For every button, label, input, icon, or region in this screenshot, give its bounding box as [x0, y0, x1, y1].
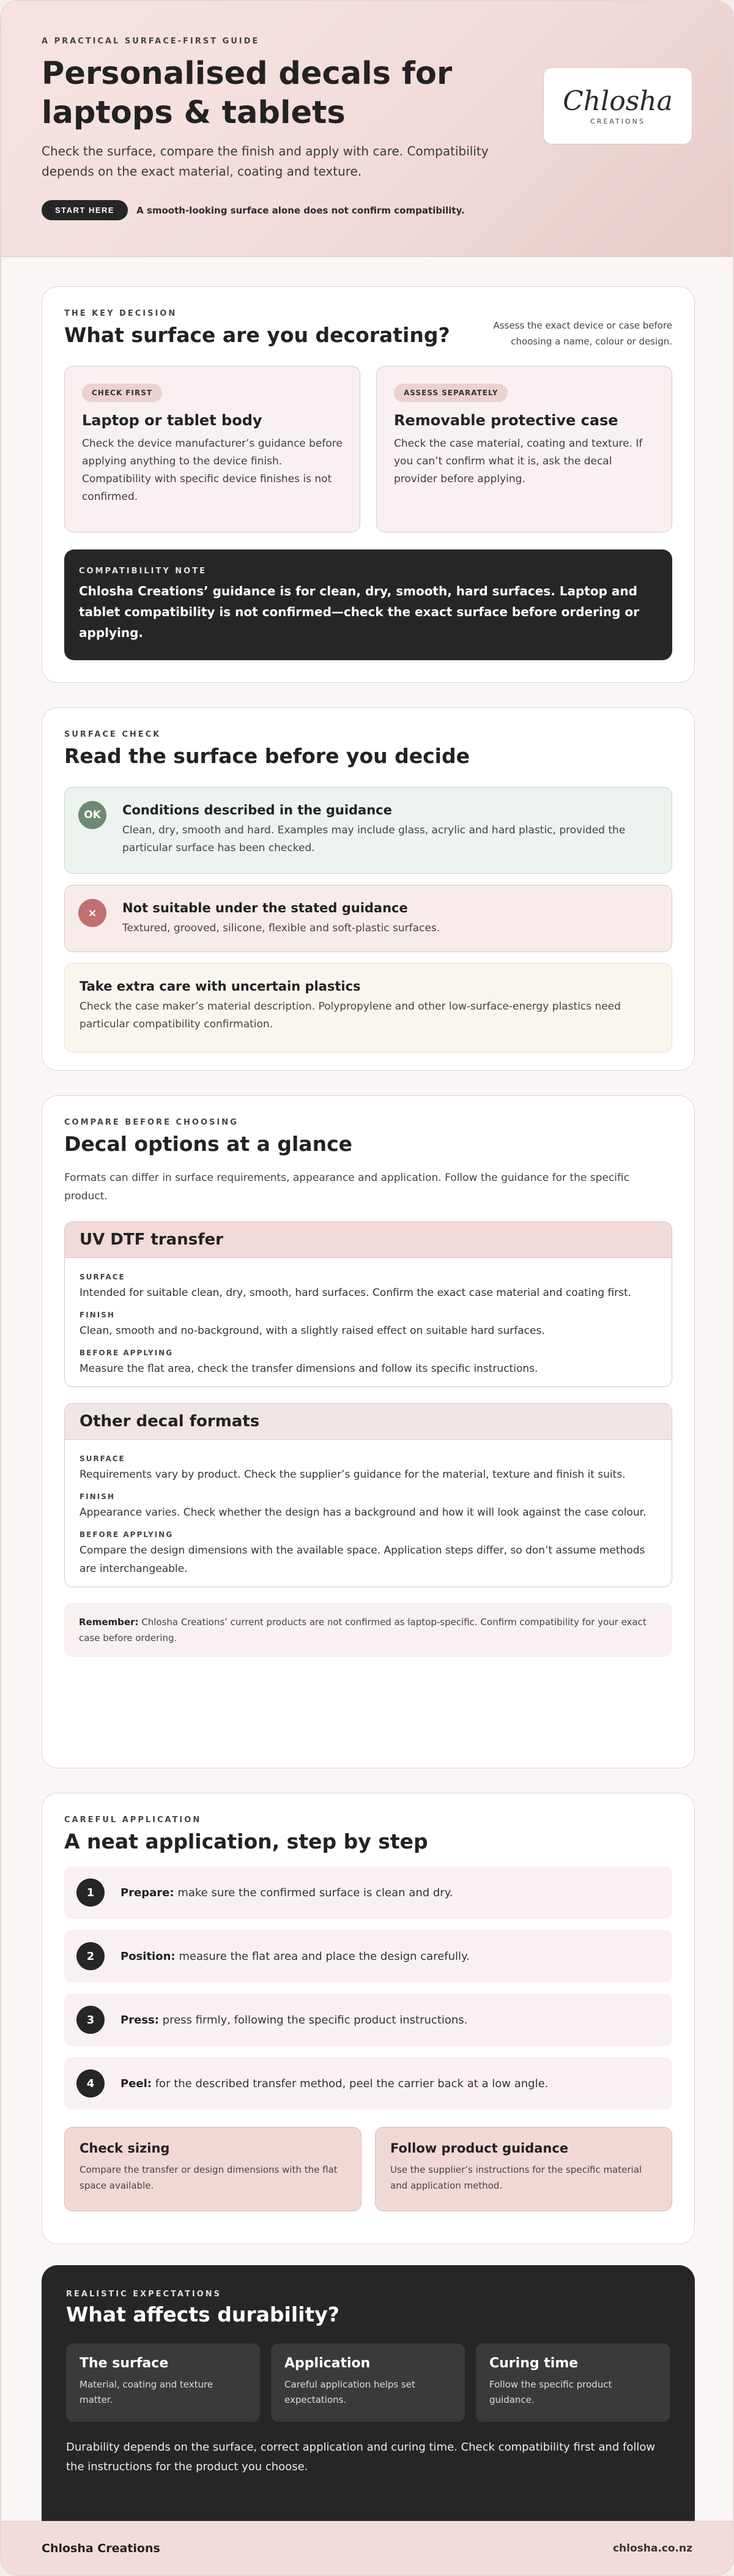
spec-text: Clean, smooth and no-background, with a slightly raised effect on suitable hard surfaces.	[80, 1325, 545, 1337]
spec-text: Requirements vary by product. Check the supplier’s guidance for the material, texture and finish it suits.	[80, 1469, 626, 1481]
hero-lede: Check the surface, compare the finish and apply with care. Compatibility depends on the exact material, coating and texture.	[42, 144, 489, 179]
spec-label: FINISH	[80, 1492, 115, 1501]
choice-text: Check the case material, coating and texture. If you can’t confirm what it is, ask the decal provider before applying.	[394, 437, 643, 485]
option-uv-dtf	[64, 1221, 672, 1387]
remember-note	[64, 1603, 672, 1657]
durability-card	[476, 2343, 670, 2422]
spec-label: BEFORE APPLYING	[80, 1530, 174, 1539]
section-kicker: SURFACE CHECK	[64, 730, 161, 739]
step-number: 3	[76, 2006, 105, 2034]
section-intro: Formats can differ in surface requirements, appearance and application. Follow the guidance for the specific product.	[64, 1172, 629, 1202]
option-title: UV DTF transfer	[65, 1222, 672, 1258]
surface-decision-section	[42, 286, 695, 683]
remember-label: Remember:	[79, 1617, 139, 1628]
note-kicker: COMPATIBILITY NOTE	[79, 567, 207, 576]
condition-title: Take extra care with uncertain plastics	[80, 979, 361, 994]
condition-title: Conditions described in the guidance	[122, 803, 392, 817]
condition-unsuitable	[64, 885, 672, 952]
condition-text: Check the case maker’s material description. Polypropylene and other low-surface-energy plastics need particular compatibility confirmation.	[80, 1000, 621, 1030]
section-kicker: REALISTIC EXPECTATIONS	[66, 2290, 221, 2299]
section-title: What affects durability?	[66, 2302, 339, 2326]
step-label: Peel:	[120, 2077, 152, 2090]
spec-text: Measure the flat area, check the transfer dimensions and follow its specific instructions.	[80, 1363, 538, 1375]
step-label: Press:	[120, 2013, 159, 2027]
section-title: Read the surface before you decide	[64, 744, 470, 768]
condition-title: Not suitable under the stated guidance	[122, 901, 408, 915]
remember-text: Chlosha Creations’ current products are not confirmed as laptop-specific. Confirm compatibility for your exact case before ordering.	[79, 1617, 647, 1644]
status-badge: CHECK FIRST	[82, 384, 162, 402]
decal-options-section	[42, 1095, 695, 1768]
spec-label: SURFACE	[80, 1273, 125, 1281]
step-text: make sure the confirmed surface is clean and dry.	[177, 1886, 453, 1899]
tips-row	[64, 2127, 672, 2211]
application-steps-section	[42, 1793, 695, 2244]
section-title: Decal options at a glance	[64, 1132, 353, 1156]
note-text: Chlosha Creations’ guidance is for clean, dry, smooth, hard surfaces. Laptop and tablet compatibility is not confirmed—check the exact surface before ordering or applying.	[79, 584, 639, 640]
spec-label: FINISH	[80, 1311, 115, 1319]
choice-row	[64, 366, 672, 532]
step-text: for the described transfer method, peel the carrier back at a low angle.	[155, 2077, 549, 2090]
durability-card	[271, 2343, 465, 2422]
step-text: measure the flat area and place the design carefully.	[179, 1949, 470, 1963]
step-item	[64, 1993, 672, 2046]
step-number: 4	[76, 2069, 105, 2098]
page-title: Personalised decals for laptops & tablets	[42, 56, 453, 131]
status-badge: ASSESS SEPARATELY	[394, 384, 508, 402]
ok-icon: OK	[78, 801, 106, 829]
hero-cta-row	[42, 200, 692, 220]
condition-suitable	[64, 787, 672, 874]
choice-title: Laptop or tablet body	[82, 412, 262, 429]
section-kicker: CAREFUL APPLICATION	[64, 1815, 202, 1825]
hero-eyebrow: A PRACTICAL SURFACE-FIRST GUIDE	[42, 37, 260, 46]
condition-uncertain	[64, 963, 672, 1052]
spec-text: Compare the design dimensions with the available space. Application steps differ, so don’t assume methods are interchangeable.	[80, 1544, 645, 1575]
logo-sub: CREATIONS	[590, 117, 645, 125]
footer-brand: Chlosha Creations	[42, 2541, 160, 2555]
section-title: What surface are you decorating?	[64, 323, 450, 347]
step-item	[64, 1930, 672, 1982]
hero	[1, 1, 733, 257]
step-item	[64, 2057, 672, 2110]
start-here-button[interactable]: START HERE	[42, 200, 128, 220]
durability-title: Curing time	[489, 2356, 579, 2371]
durability-title: Application	[284, 2356, 371, 2371]
step-item	[64, 1866, 672, 1919]
tip-text: Compare the transfer or design dimensions with the flat space available.	[80, 2164, 338, 2191]
durability-title: The surface	[80, 2356, 169, 2371]
section-kicker: THE KEY DECISION	[64, 309, 177, 318]
footer	[1, 2521, 733, 2575]
logo-script: Chlosha	[563, 85, 673, 117]
step-label: Position:	[120, 1949, 176, 1963]
choice-laptop-body	[64, 366, 360, 532]
footer-domain-link[interactable]: chlosha.co.nz	[612, 2542, 692, 2555]
tip-card	[375, 2127, 672, 2211]
tip-card	[64, 2127, 361, 2211]
choice-text: Check the device manufacturer’s guidance before applying anything to the device finish. Compatibility with specific device finishes is not confirmed.	[82, 437, 343, 503]
section-kicker: COMPARE BEFORE CHOOSING	[64, 1118, 239, 1127]
step-label: Prepare:	[120, 1886, 174, 1899]
option-title: Other decal formats	[65, 1404, 672, 1440]
option-other-formats	[64, 1403, 672, 1587]
step-number: 2	[76, 1942, 105, 1970]
spec-text: Appearance varies. Check whether the design has a background and how it will look against the case colour.	[80, 1506, 647, 1519]
tip-text: Use the supplier’s instructions for the specific material and application method.	[390, 2164, 642, 2191]
durability-text: Follow the specific product guidance.	[489, 2379, 612, 2405]
durability-text: Material, coating and texture matter.	[80, 2379, 213, 2405]
section-title: A neat application, step by step	[64, 1830, 428, 1853]
durability-footnote: Durability depends on the surface, correct application and curing time. Check compatibility first and follow the instructions for the product you choose.	[66, 2441, 656, 2473]
section-aside: Assess the exact device or case before choosing a name, colour or design.	[493, 320, 672, 347]
condition-text: Clean, dry, smooth and hard. Examples may include glass, acrylic and hard plastic, provided the particular surface has been checked.	[122, 824, 626, 854]
tip-title: Follow product guidance	[390, 2141, 569, 2156]
spec-text: Intended for suitable clean, dry, smooth, hard surfaces. Confirm the exact case material and coating first.	[80, 1287, 632, 1299]
compatibility-note	[64, 549, 672, 660]
durability-card	[66, 2343, 260, 2422]
choice-protective-case	[376, 366, 672, 532]
durability-section	[42, 2265, 695, 2543]
durability-text: Careful application helps set expectations.	[284, 2379, 415, 2405]
step-text: press firmly, following the specific product instructions.	[162, 2013, 468, 2027]
durability-row	[66, 2343, 670, 2422]
step-number: 1	[76, 1878, 105, 1907]
spec-label: BEFORE APPLYING	[80, 1349, 174, 1357]
brand-logo	[543, 67, 692, 144]
cross-icon: ×	[78, 899, 106, 927]
hero-cta-note: A smooth-looking surface alone does not confirm compatibility.	[136, 204, 465, 216]
choice-title: Removable protective case	[394, 412, 618, 429]
surface-check-section	[42, 707, 695, 1071]
spec-label: SURFACE	[80, 1454, 125, 1463]
condition-text: Textured, grooved, silicone, flexible and soft-plastic surfaces.	[122, 922, 440, 934]
tip-title: Check sizing	[80, 2141, 170, 2156]
